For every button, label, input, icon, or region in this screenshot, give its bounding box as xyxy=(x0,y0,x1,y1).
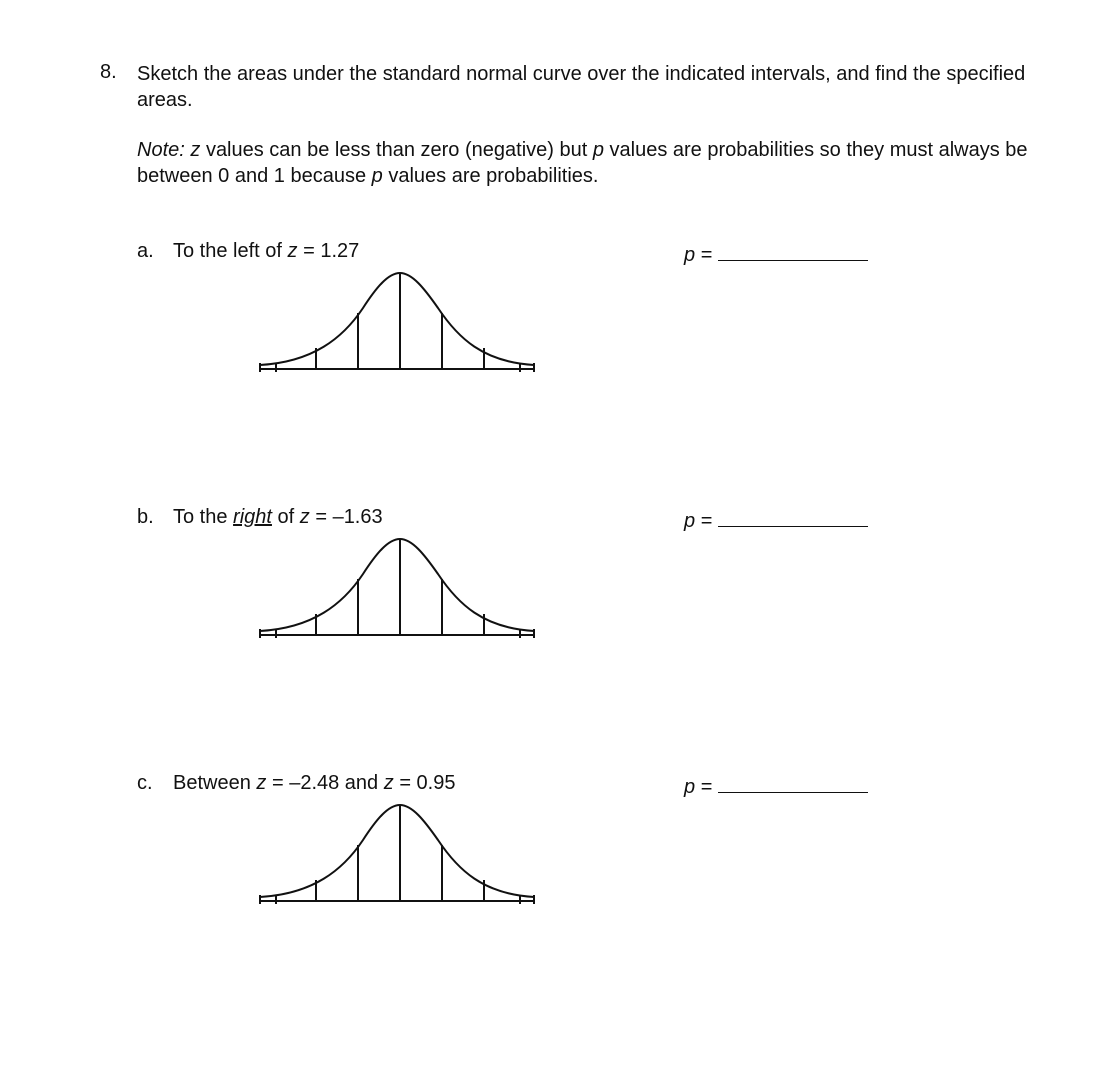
part-b-label xyxy=(137,506,383,529)
part-b-value: = –1.63 xyxy=(315,506,383,528)
part-a-p-eq: = xyxy=(700,244,713,266)
question-text: Sketch the areas under the standard normal curve over the indicated intervals, and find the specified areas. xyxy=(137,63,1026,111)
part-c-prefix: Between xyxy=(173,772,251,794)
part-c-z2: z xyxy=(383,772,394,794)
normal-curve-b-bell xyxy=(260,539,534,631)
normal-curve-c[interactable] xyxy=(258,800,538,906)
part-b-emphasis: right xyxy=(233,506,272,528)
part-a-prefix: To the left of xyxy=(173,240,282,262)
part-b-letter: b. xyxy=(137,506,154,528)
part-c-z1: z xyxy=(256,772,267,794)
part-b-p-eq: = xyxy=(700,510,713,532)
note-p-var-2: p xyxy=(371,165,383,187)
normal-curve-a-bell xyxy=(260,273,534,365)
part-a-answer-blank[interactable] xyxy=(718,242,868,261)
part-b-answer xyxy=(684,508,868,533)
note-z-var: z xyxy=(190,139,201,161)
part-c-p-eq: = xyxy=(700,776,713,798)
part-a-label xyxy=(137,240,359,263)
part-c-p-label: p xyxy=(684,776,696,798)
part-b-p-label: p xyxy=(684,510,696,532)
part-b-answer-blank[interactable] xyxy=(718,508,868,527)
question-number: 8. xyxy=(100,61,117,83)
part-c-value1: = –2.48 and xyxy=(271,772,379,794)
part-b-z: z xyxy=(299,506,310,528)
note-part2: values are probabilities so they must always be between 0 and 1 because xyxy=(137,139,1028,187)
note-part3: values are probabilities. xyxy=(388,165,599,187)
note-paragraph xyxy=(137,137,1067,189)
part-c-letter: c. xyxy=(137,772,153,794)
part-b-suffix: of xyxy=(277,506,295,528)
note-p-var: p xyxy=(592,139,604,161)
note-label: Note: xyxy=(137,139,185,161)
part-b-prefix: To the xyxy=(173,506,228,528)
part-a-value: = 1.27 xyxy=(303,240,360,262)
part-c-value2: = 0.95 xyxy=(399,772,456,794)
normal-curve-a[interactable] xyxy=(258,268,538,374)
part-c-answer-blank[interactable] xyxy=(718,774,868,793)
part-a-p-label: p xyxy=(684,244,696,266)
part-a-answer xyxy=(684,242,868,267)
normal-curve-b[interactable] xyxy=(258,534,538,640)
part-c-label xyxy=(137,772,455,795)
normal-curve-c-bell xyxy=(260,805,534,897)
part-a-letter: a. xyxy=(137,240,154,262)
part-c-answer xyxy=(684,774,868,799)
part-a-z: z xyxy=(287,240,298,262)
note-part1: values can be less than zero (negative) but xyxy=(205,139,588,161)
